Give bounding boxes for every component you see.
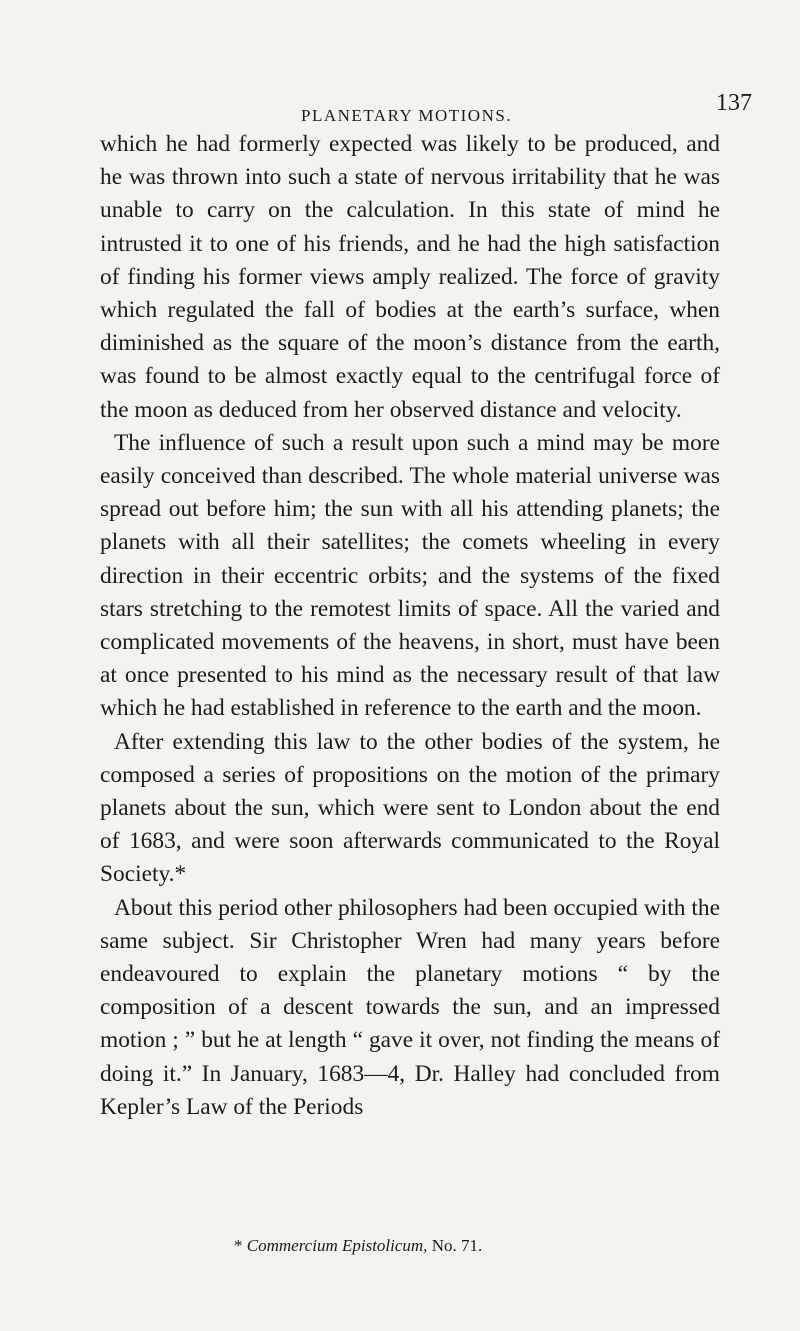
page-number: 137 — [716, 90, 752, 116]
body-text — [100, 128, 720, 1124]
running-head: PLANETARY MOTIONS. — [301, 106, 513, 125]
footnote-marker: * — [234, 1236, 243, 1255]
paragraph-1: which he had formerly expected was likely to be produced, and he was thrown into such a state of nervous irritability that he was unable to carry on the calculation. In this state of mind he intrusted it to one of his friends, and he had the high satisfaction of finding his former views amply realized. The force of gravity which regulated the fall of bodies at the earth’s surface, when diminished as the square of the moon’s distance from the earth, was found to be almost exactly equal to the centrifugal force of the moon as deduced from her observed distance and velocity. — [100, 131, 720, 423]
paragraph-4: About this period other philosophers had been occupied with the same subject. Sir Christopher Wren had many years before endeavoured to explain the planetary motions “ by the composition of a descent towards the sun, and an impressed motion ; ” but he at length “ gave it over, not finding the means of doing it.” In January, 1683—4, Dr. Halley had concluded from Kepler’s Law of the Periods — [100, 894, 720, 1120]
footnote-title: Commercium Epistolicum, — [246, 1236, 428, 1255]
paragraph-2: The influence of such a result upon such a mind may be more easily conceived than described. The whole material universe was spread out before him; the sun with all his attending planets; the planets with all their satellites; the comets wheeling in every direction in their eccentric orbits; and the systems of the fixed stars stretching to the remotest limits of space. All the varied and complicated movements of the heavens, in short, must have been at once presented to his mind as the necessary result of that law which he had established in reference to the earth and the moon. — [100, 429, 720, 722]
footnote — [234, 1236, 482, 1256]
paragraph-3: After extending this law to the other bodies of the system, he composed a series of propositions on the motion of the primary planets about the sun, which were sent to London about the end of 1683, and were soon afterwards communicated to the Royal Society.* — [100, 728, 720, 888]
footnote-ref: No. 71. — [431, 1236, 483, 1255]
